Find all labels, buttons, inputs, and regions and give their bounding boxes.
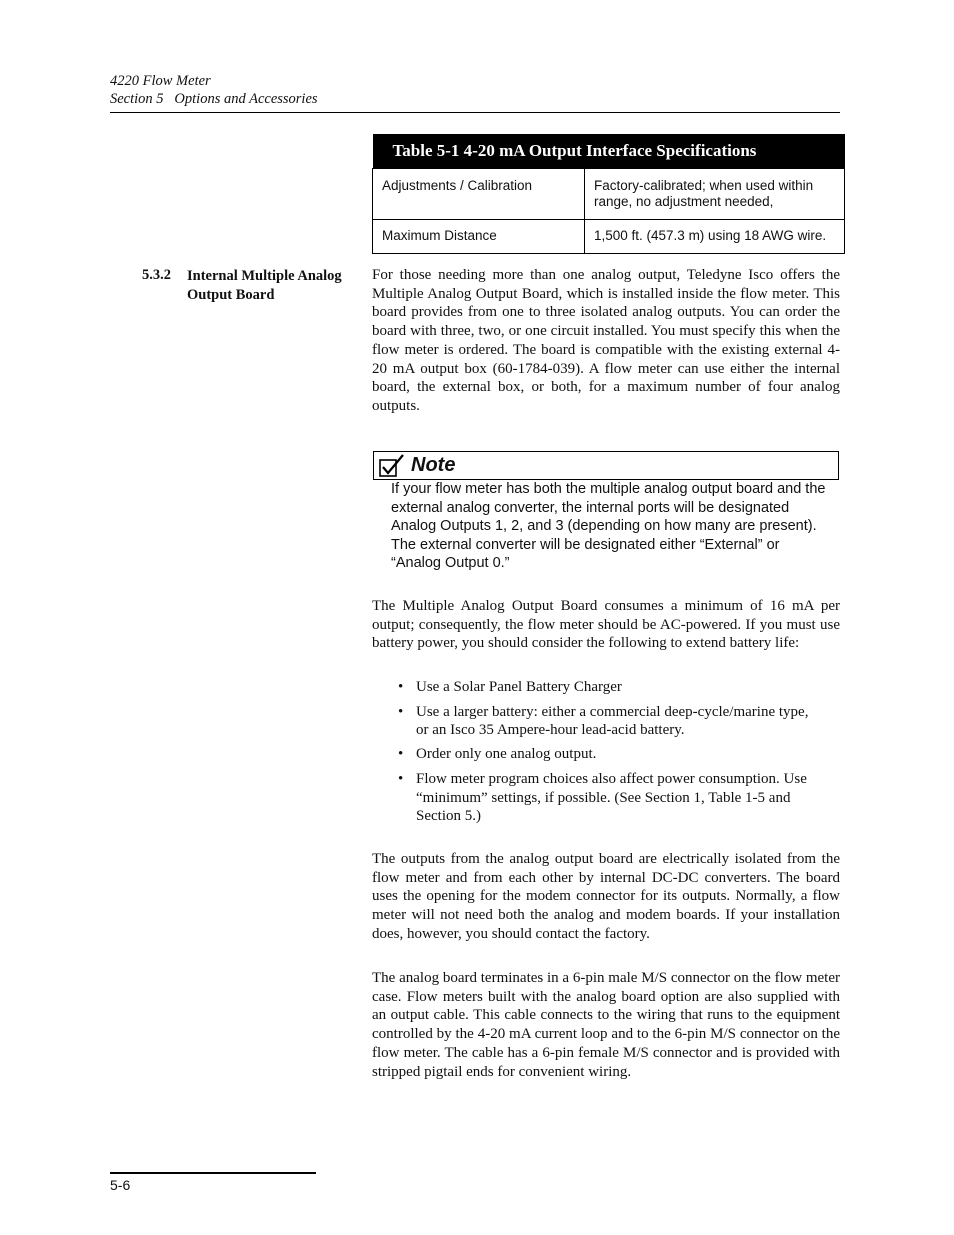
list-item: • Use a larger battery: either a commercial deep-cycle/marine type, or an Isco 35 Ampere-hour lead-acid battery. bbox=[398, 703, 818, 740]
table-row bbox=[373, 169, 845, 220]
paragraph-connector: The analog board terminates in a 6-pin male M/S connector on the flow meter case. Flow meters built with the analog board option are also supplied with an output cable. This cable connects to the wiring that runs to the equipment controlled by the 4-20 mA current loop and to the 6-pin M/S connector on the flow meter. The cable has a 6-pin female M/S connector and is provided with stripped pigtail ends for convenient wiring. bbox=[372, 970, 840, 1080]
table-row bbox=[373, 220, 845, 254]
table-cell-value: 1,500 ft. (457.3 m) using 18 AWG wire. bbox=[585, 220, 845, 254]
note-header bbox=[373, 451, 839, 480]
table-title: Table 5-1 4-20 mA Output Interface Specifications bbox=[373, 134, 845, 169]
paragraph-isolation: The outputs from the analog output board are electrically isolated from the flow meter and from each other by internal DC-DC converters. The board uses the opening for the modem connector for its outputs. Normally, a flow meter will not need both the analog and modem boards. If your installation does, however, you should contact the factory. bbox=[372, 851, 840, 942]
list-item: • Use a Solar Panel Battery Charger bbox=[398, 678, 818, 697]
header-rule bbox=[110, 112, 840, 113]
running-header bbox=[110, 72, 318, 108]
page-number: 5-6 bbox=[110, 1177, 131, 1193]
table-cell-label: Maximum Distance bbox=[373, 220, 585, 254]
section-number: 5.3.2 bbox=[142, 267, 171, 283]
list-item: • Flow meter program choices also affect power consumption. Use “minimum” settings, if possible. (See Section 1, Table 1-5 and Section 5.) bbox=[398, 770, 818, 826]
spec-table bbox=[372, 134, 845, 254]
table-cell-value: Factory-calibrated; when used within range, no adjustment needed, bbox=[585, 169, 845, 220]
note-text: If your flow meter has both the multiple analog output board and the external analog converter, the internal ports will be designated Analog Outputs 1, 2, and 3 (depending on how many are present). The external converter will be designated either “External” or “Analog Output 0.” bbox=[391, 481, 826, 571]
paragraph-power: The Multiple Analog Output Board consumes a minimum of 16 mA per output; consequently, the flow meter should be AC-powered. If you must use battery power, you should consider the following to extend battery life: bbox=[372, 598, 840, 652]
header-title: 4220 Flow Meter bbox=[110, 73, 211, 89]
note-title: Note bbox=[411, 454, 456, 476]
paragraph-intro: For those needing more than one analog output, Teledyne Isco offers the Multiple Analog Output Board, which is installed inside the flow meter. This board provides from one to three isolated analog outputs. You can order the board with three, two, or one circuit installed. You must specify this when the flow meter is ordered. The board is compatible with the existing external 4-20 mA output box (60-1784-039). A flow meter can use either the internal board, the external box, or both, for a maximum number of four analog outputs. bbox=[372, 267, 840, 414]
header-section: Section 5 Options and Accessories bbox=[110, 91, 318, 107]
table-cell-label: Adjustments / Calibration bbox=[373, 169, 585, 220]
section-title: Internal Multiple Analog Output Board bbox=[187, 268, 342, 303]
battery-tips-list bbox=[398, 678, 818, 826]
footer-rule bbox=[110, 1172, 316, 1174]
checkbox-check-icon bbox=[379, 454, 405, 478]
list-item: • Order only one analog output. bbox=[398, 745, 818, 764]
